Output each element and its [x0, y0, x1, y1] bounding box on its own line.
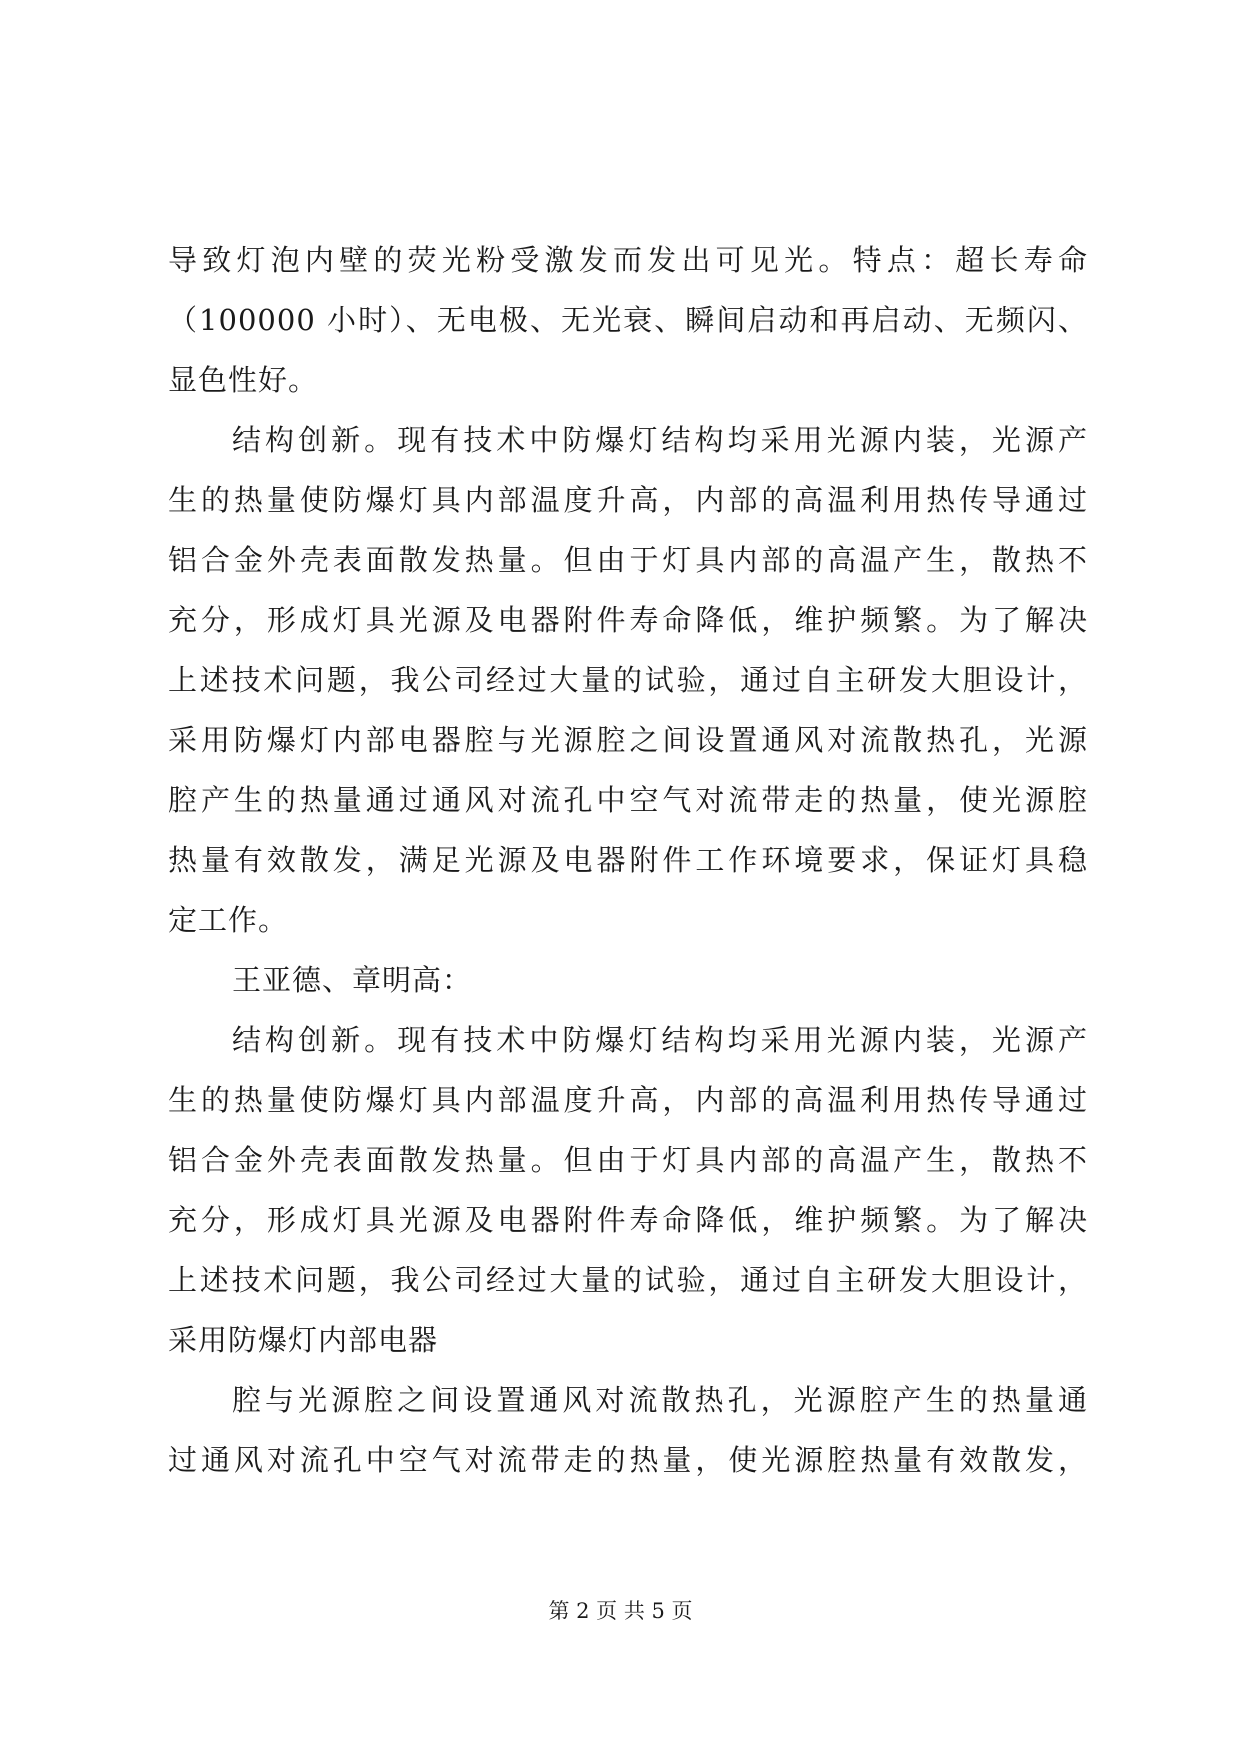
text-line: 腔与光源腔之间设置通风对流散热孔，光源腔产生的热量通 [232, 1383, 1088, 1417]
page-number-footer: 第 2 页 共 5 页 [548, 1599, 693, 1623]
text-line: 王亚德、章明高： [232, 963, 473, 997]
text-line: 显色性好。 [168, 363, 319, 397]
text-line: 导致灯泡内壁的荧光粉受激发而发出可见光。特点：超长寿命 [168, 243, 1088, 277]
body-text [168, 230, 1088, 1490]
text-line: 热量有效散发，满足光源及电器附件工作环境要求，保证灯具稳 [168, 843, 1088, 877]
text-line: 生的热量使防爆灯具内部温度升高，内部的高温利用热传导通过 [168, 483, 1088, 517]
text-line: 腔产生的热量通过通风对流孔中空气对流带走的热量，使光源腔 [168, 783, 1088, 817]
text-line: 定工作。 [168, 903, 289, 937]
text-line: 结构创新。现有技术中防爆灯结构均采用光源内装，光源产 [232, 423, 1088, 457]
text-line: 采用防爆灯内部电器腔与光源腔之间设置通风对流散热孔，光源 [168, 723, 1088, 757]
text-line: 充分，形成灯具光源及电器附件寿命降低，维护频繁。为了解决 [168, 603, 1088, 637]
text-line: 结构创新。现有技术中防爆灯结构均采用光源内装，光源产 [232, 1023, 1088, 1057]
text-line: 铝合金外壳表面散发热量。但由于灯具内部的高温产生，散热不 [168, 1143, 1088, 1177]
text-line: 上述技术问题，我公司经过大量的试验，通过自主研发大胆设计， [168, 1263, 1088, 1297]
text-line: 过通风对流孔中空气对流带走的热量，使光源腔热量有效散发， [168, 1443, 1088, 1477]
text-line: 生的热量使防爆灯具内部温度升高，内部的高温利用热传导通过 [168, 1083, 1088, 1117]
text-line: 充分，形成灯具光源及电器附件寿命降低，维护频繁。为了解决 [168, 1203, 1088, 1237]
text-line: （100000 小时）、无电极、无光衰、瞬间启动和再启动、无频闪、 [168, 303, 1088, 337]
text-line: 采用防爆灯内部电器 [168, 1323, 439, 1357]
text-line: 铝合金外壳表面散发热量。但由于灯具内部的高温产生，散热不 [168, 543, 1088, 577]
text-line: 上述技术问题，我公司经过大量的试验，通过自主研发大胆设计， [168, 663, 1088, 697]
